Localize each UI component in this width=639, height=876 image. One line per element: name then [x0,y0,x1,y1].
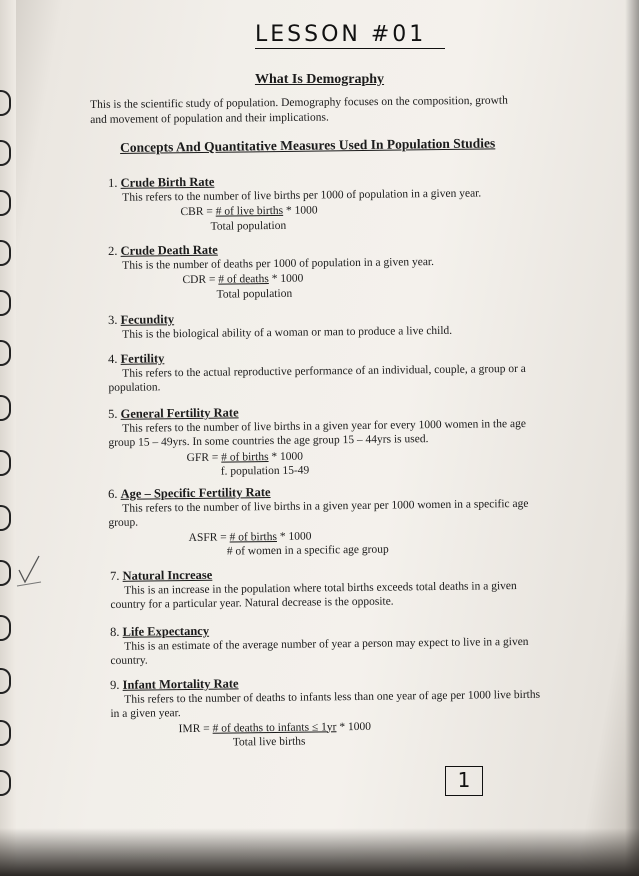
concept-item [108,482,539,561]
page-title: What Is Demography [254,72,385,87]
formula-numerator: # of live births [215,204,284,218]
spiral-binding [0,0,16,876]
binding-ring [0,668,11,694]
section-heading: Concepts And Quantitative Measures Used In Population Studies [120,135,496,155]
item-heading: Crude Death Rate [120,242,218,258]
binding-ring [0,615,11,641]
item-description: This refers to the number of live births in a given year for every 1000 women in the age group 15 – 49yrs. In some countries the age group 15 – 44yrs is used. [108,417,526,449]
concept-item [110,620,540,669]
binding-ring [0,140,11,166]
item-heading: Natural Increase [122,567,213,583]
item-number: 5. [108,406,118,421]
binding-ring [0,340,11,366]
formula-numerator: # of births [229,530,277,544]
item-number: 3. [108,312,118,327]
binding-ring [0,395,11,421]
item-number: 8. [110,624,120,639]
formula [111,717,541,751]
item-description: This is the number of deaths per 1000 of population in a given year. [122,255,435,272]
binding-ring [0,560,11,586]
handwritten-check-mark [15,552,45,592]
page-edge-shadow [625,0,639,876]
concept-item [108,402,539,481]
page-number-box: 1 [445,766,483,796]
binding-ring [0,770,11,796]
formula-numerator: # of deaths to infants ≤ 1yr [212,720,337,735]
formula-denominator: Total population [210,219,287,233]
concept-item [108,308,538,342]
concept-item [108,171,539,235]
formula-numerator: # of deaths [218,273,269,286]
item-description: This refers to the number of live births in a given year per 1000 women in a specific age group. [108,497,529,529]
binding-ring [0,190,11,216]
item-description: This refers to the number of deaths to infants less than one year of age per 1000 live births in a given year. [110,688,541,720]
item-number: 7. [110,568,120,583]
formula-multiplier: * 1000 [276,530,312,543]
item-number: 4. [108,351,118,366]
formula-multiplier: * 1000 [268,450,304,463]
formula-lhs: CBR = [180,205,216,219]
formula-denominator: Total population [216,287,293,301]
formula-denominator: f. population 15-49 [220,464,310,478]
page-bottom-shadow [0,828,639,876]
concept-item [108,239,539,303]
concept-item [110,564,540,613]
binding-ring [0,505,11,531]
item-description: This is the biological ability of a woman or man to produce a live child. [122,324,453,341]
formula-multiplier: * 1000 [336,720,372,733]
lesson-heading: LESSON #01 [255,22,445,49]
item-number: 2. [108,243,118,258]
item-number: 9. [110,677,120,692]
formula [109,446,539,480]
formula-lhs: ASFR = [188,531,230,544]
formula [109,526,539,560]
concept-item [110,673,541,752]
binding-ring [0,720,11,746]
formula [108,269,538,303]
formula [108,201,538,235]
item-description: This is an estimate of the average number of year a person may expect to live in a given country. [110,635,529,667]
binding-ring [0,450,11,476]
intro-paragraph: This is the scientific study of population. Demography focuses on the composition, growth and movement of population and their implications. [90,94,508,126]
formula-multiplier: * 1000 [283,204,318,217]
item-heading: Age – Specific Fertility Rate [120,485,271,501]
item-number: 1. [108,175,118,190]
formula-lhs: CDR = [182,273,219,287]
item-heading: Fecundity [120,312,175,327]
item-description: This refers to the actual reproductive performance of an individual, couple, a group or a population. [108,362,526,394]
binding-ring [0,90,11,116]
formula-multiplier: * 1000 [268,272,304,286]
item-heading: Life Expectancy [122,623,210,639]
item-number: 6. [108,486,118,501]
concept-item [108,347,538,396]
item-heading: General Fertility Rate [120,405,239,421]
item-heading: Infant Mortality Rate [122,676,239,692]
item-description: This refers to the number of live births per 1000 of population in a given year. [122,186,482,204]
item-description: This is an increase in the population where total births exceeds total deaths in a given country for a particular year. Natural decrease is the opposite. [110,579,517,611]
item-heading: Fertility [120,351,165,366]
formula-lhs: GFR = [186,451,222,464]
binding-ring [0,240,11,266]
item-heading: Crude Birth Rate [120,174,215,190]
formula-denominator: Total live births [232,735,306,749]
formula-lhs: IMR = [178,722,213,735]
formula-denominator: # of women in a specific age group [226,543,389,558]
binding-ring [0,290,11,316]
formula-numerator: # of births [221,450,269,464]
